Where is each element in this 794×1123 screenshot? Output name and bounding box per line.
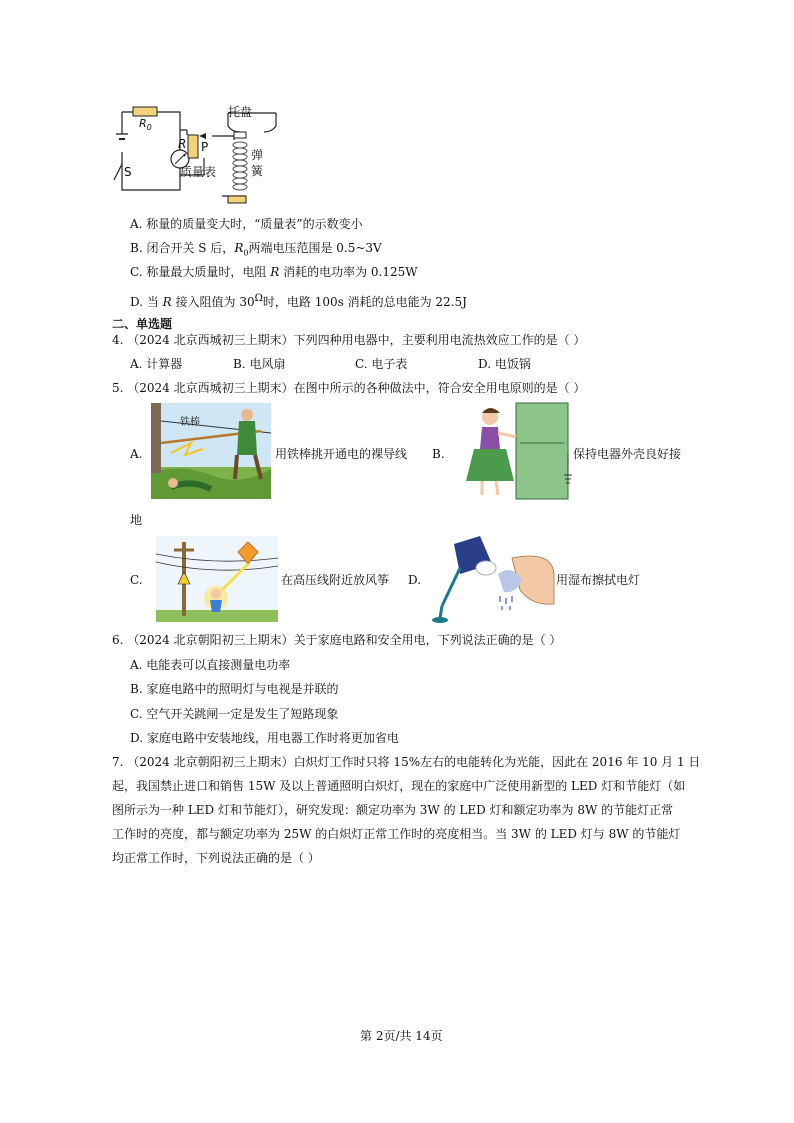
q4-option-d: D. 电饭锅 (478, 357, 531, 371)
q7-line-5: 均正常工作时，下列说法正确的是（ ） (112, 851, 320, 865)
q5-option-a-letter: A. (130, 447, 143, 461)
p-label: P (201, 140, 209, 154)
resistor-r0 (133, 107, 157, 116)
r-label: R (178, 137, 187, 151)
q3-option-c: C. 称量最大质量时，电阻 R 消耗的电功率为 0.125W (130, 265, 418, 279)
meter-label: 质量表 (180, 165, 217, 179)
q5-option-d-text: 用湿布擦拭电灯 (556, 573, 641, 587)
q5-option-d-letter: D. (408, 573, 422, 587)
q6-option-c: C. 空气开关跳闸一定是发生了短路现象 (130, 707, 339, 721)
q6-stem: 6. （2024 北京朝阳初三上期末）关于家庭电路和安全用电，下列说法正确的是（ ） (112, 633, 562, 647)
q7-line-4: 工作时的亮度，都与额定功率为 25W 的白炽灯正常工作时的亮度相当。当 3W 的 LED 灯与 8W 的节能灯 (112, 827, 681, 841)
q4-option-c: C. 电子表 (355, 357, 408, 371)
page-number: 第 2页/共 14页 (360, 1029, 443, 1043)
q5-image-c (156, 536, 278, 622)
q7-line-2: 起，我国禁止进口和销售 15W 及以上普通照明白炽灯，现在的家庭中广泛使用新型的 LED 灯和节能灯（如 (112, 779, 686, 793)
q5-image-a (151, 403, 271, 499)
q5-option-c-text: 在高压线附近放风筝 (281, 573, 390, 587)
q7-line-1: 7. （2024 北京朝阳初三上期末）白炽灯工作时只将 15%左右的电能转化为光能，因此在 2016 年 10 月 1 日 (112, 755, 701, 769)
q5-option-b-text-wrap: 地 (130, 513, 143, 527)
q5-option-a-text: 用铁棒挑开通电的裸导线 (275, 447, 408, 461)
q5-image-b (460, 403, 570, 499)
q7-line-3: 图所示为一种 LED 灯和节能灯），研究发现：额定功率为 3W 的 LED 灯和额定功率为 8W 的节能灯正常 (112, 803, 674, 817)
resistor-r (188, 135, 198, 158)
spring-label-1: 弹 (251, 148, 264, 162)
section-title: 二、单选题 (112, 317, 173, 331)
q6-option-d: D. 家庭电路中安装地线，用电器工作时将更加省电 (130, 731, 399, 745)
q5-option-b-letter: B. (432, 447, 445, 461)
spring-label-2: 簧 (251, 164, 264, 178)
q3-option-d: D. 当 R 接入阻值为 $30^\Omega$时，电路 100s 消耗的总电能为 22.5J (130, 293, 467, 309)
q6-option-a: A. 电能表可以直接测量电功率 (130, 658, 291, 672)
r0-label: $R_0$ (139, 117, 152, 133)
q5-option-b-text: 保持电器外壳良好接 (573, 447, 682, 461)
switch-label: S (124, 165, 132, 179)
q4-option-a: A. 计算器 (130, 357, 183, 371)
q6-option-b: B. 家庭电路中的照明灯与电视是并联的 (130, 682, 339, 696)
q5-image-d (432, 534, 554, 624)
spring-icon (233, 142, 247, 190)
q4-stem: 4. （2024 北京西城初三上期末）下列四种用电器中，主要利用电流热效应工作的是（ ） (112, 333, 586, 347)
q3-option-b: B. 闭合开关 S 后，$R_0$两端电压范围是 0.5~3V (130, 241, 382, 258)
q5-stem: 5. （2024 北京西城初三上期末）在图中所示的各种做法中，符合安全用电原则的是（ ） (112, 381, 586, 395)
switch (114, 164, 122, 180)
q5-image-a-label: 铁棒 (180, 417, 200, 428)
tray-label: 托盘 (228, 105, 253, 119)
q5-option-c-letter: C. (130, 573, 143, 587)
q4-option-b: B. 电风扇 (233, 357, 286, 371)
spring-base (228, 196, 246, 203)
q3-option-a: A. 称量的质量变大时，“质量表”的示数变小 (130, 217, 363, 231)
